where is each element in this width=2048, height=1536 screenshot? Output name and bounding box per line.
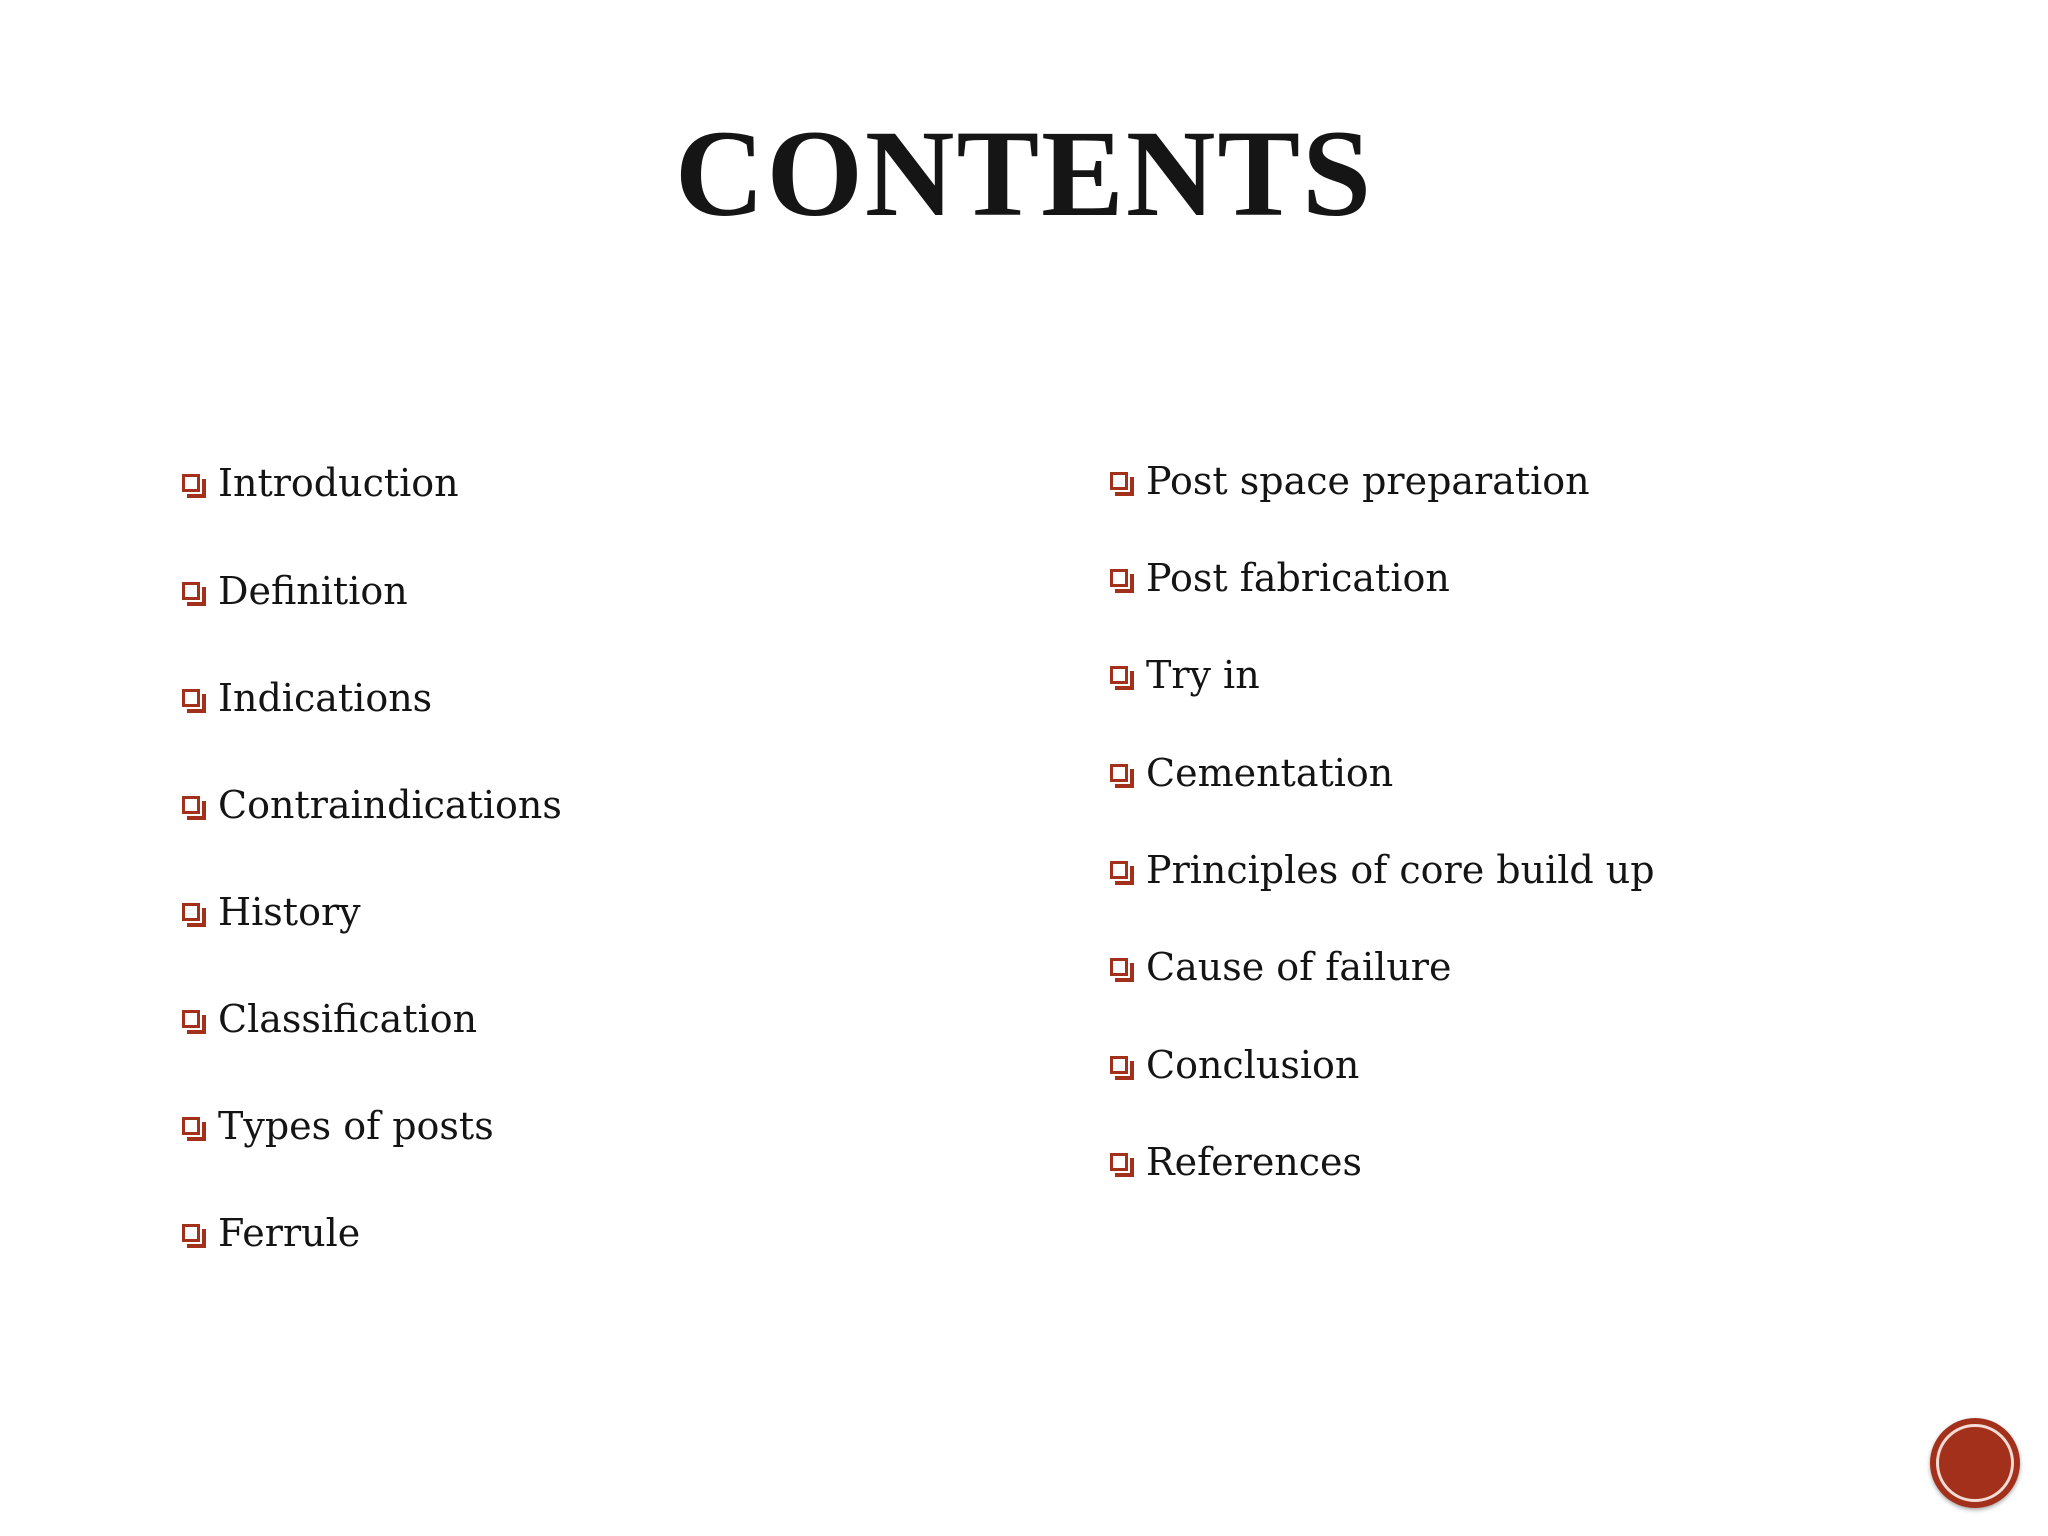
list-item-label: Contraindications — [218, 783, 562, 827]
list-item — [1110, 653, 1260, 697]
checkbox-bullet-icon — [182, 1010, 200, 1028]
list-item — [1110, 848, 1655, 892]
checkbox-bullet-icon — [1110, 1056, 1128, 1074]
list-item-label: Principles of core build up — [1146, 848, 1655, 892]
list-item — [182, 997, 478, 1041]
checkbox-bullet-icon — [1110, 861, 1128, 879]
list-item — [1110, 556, 1450, 600]
list-item — [1110, 1043, 1360, 1087]
list-item-label: Types of posts — [218, 1104, 494, 1148]
list-item-label: Post fabrication — [1146, 556, 1450, 600]
checkbox-bullet-icon — [1110, 1153, 1128, 1171]
checkbox-bullet-icon — [182, 474, 200, 492]
slide-nav-circle-icon[interactable] — [1930, 1418, 2020, 1508]
checkbox-bullet-icon — [182, 903, 200, 921]
slide-title: CONTENTS — [674, 105, 1374, 242]
list-item — [182, 890, 361, 934]
list-item — [1110, 459, 1590, 503]
list-item — [182, 1211, 361, 1255]
checkbox-bullet-icon — [182, 1224, 200, 1242]
list-item-label: Introduction — [218, 461, 459, 505]
checkbox-bullet-icon — [182, 796, 200, 814]
list-item — [182, 569, 408, 613]
list-item — [182, 461, 459, 505]
list-item — [182, 783, 562, 827]
list-item-label: Try in — [1146, 653, 1260, 697]
list-item — [1110, 751, 1394, 795]
checkbox-bullet-icon — [1110, 569, 1128, 587]
list-item-label: Ferrule — [218, 1211, 361, 1255]
list-item-label: Cementation — [1146, 751, 1394, 795]
checkbox-bullet-icon — [1110, 958, 1128, 976]
list-item — [182, 676, 433, 720]
list-item-label: Cause of failure — [1146, 945, 1452, 989]
list-item — [1110, 1140, 1363, 1184]
checkbox-bullet-icon — [182, 582, 200, 600]
list-item-label: Classification — [218, 997, 478, 1041]
list-item-label: History — [218, 890, 361, 934]
checkbox-bullet-icon — [182, 689, 200, 707]
list-item-label: Post space preparation — [1146, 459, 1590, 503]
checkbox-bullet-icon — [1110, 666, 1128, 684]
list-item — [1110, 945, 1452, 989]
list-item-label: Conclusion — [1146, 1043, 1360, 1087]
checkbox-bullet-icon — [1110, 472, 1128, 490]
list-item — [182, 1104, 494, 1148]
list-item-label: References — [1146, 1140, 1363, 1184]
checkbox-bullet-icon — [182, 1117, 200, 1135]
list-item-label: Indications — [218, 676, 433, 720]
checkbox-bullet-icon — [1110, 764, 1128, 782]
list-item-label: Definition — [218, 569, 408, 613]
